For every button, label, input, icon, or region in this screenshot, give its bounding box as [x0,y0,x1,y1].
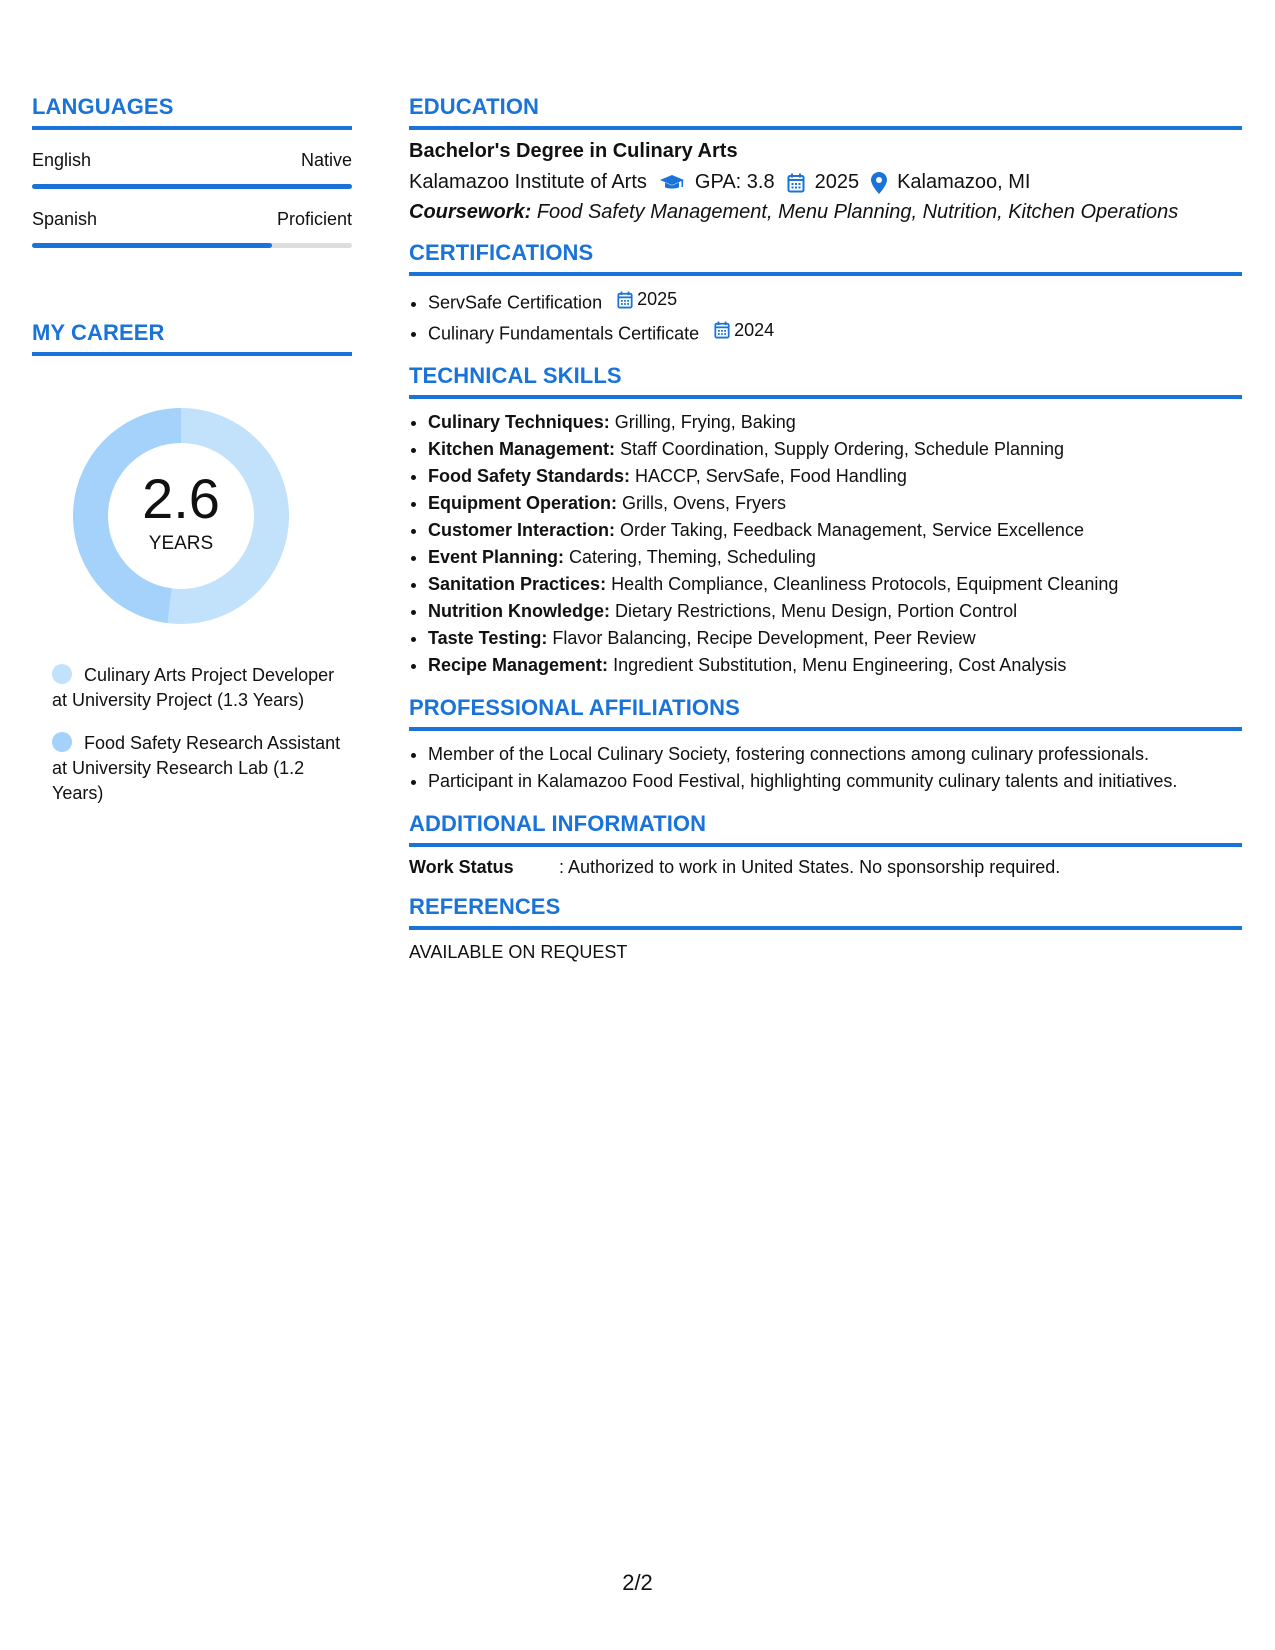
skill-value: Catering, Theming, Scheduling [569,547,816,567]
graduation-cap-icon [659,173,685,193]
skill-label: Customer Interaction: [428,520,616,540]
references-text: AVAILABLE ON REQUEST [409,942,628,962]
career-legend-label: Food Safety Research Assistant at University Research Lab (1.2 Years) [52,733,341,803]
skill-value: Ingredient Substitution, Menu Engineering, Cost Analysis [613,655,1067,675]
certification-item [428,317,1242,348]
language-item [32,209,352,248]
language-bar-fill [32,243,272,248]
coursework-value: Food Safety Management, Menu Planning, Nutrition, Kitchen Operations [536,201,1179,223]
work-status-row [409,857,1242,878]
certification-name: ServSafe Certification [428,292,603,313]
certifications-section [409,240,1242,347]
skill-item [428,463,1242,490]
certification-year: 2024 [734,319,775,340]
skill-item [428,598,1242,625]
language-name: Spanish [32,209,98,229]
skill-item [428,544,1242,571]
language-item [32,150,352,189]
location-pin-icon [871,172,887,194]
skill-item [428,571,1242,598]
calendar-icon [714,321,730,339]
education-location: Kalamazoo, MI [897,171,1031,193]
language-bar [32,243,352,248]
education-coursework [409,201,1242,224]
skill-item [428,436,1242,463]
skill-label: Recipe Management: [428,655,609,675]
career-legend-label: Culinary Arts Project Developer at University Project (1.3 Years) [52,665,335,710]
skill-value: Grills, Ovens, Fryers [622,493,787,513]
education-title: EDUCATION [409,94,1242,130]
education-degree: Bachelor's Degree in Culinary Arts [409,140,738,162]
certification-name: Culinary Fundamentals Certificate [428,323,700,343]
skill-value: Grilling, Frying, Baking [614,412,796,432]
skill-value: Order Taking, Feedback Management, Service Excellence [620,520,1084,540]
affiliation-item: • Participant in Kalamazoo Food Festival, highlighting community culinary talents and initiatives. [428,768,1242,795]
language-level: Proficient [276,209,352,229]
affiliation-item: • Member of the Local Culinary Society, fostering connections among culinary professionals. [428,741,1242,768]
certification-year: 2025 [637,289,678,309]
skill-label: Equipment Operation: [428,493,617,513]
additional-info-title: ADDITIONAL INFORMATION [409,811,1242,847]
technical-skills-title: TECHNICAL SKILLS [409,363,1242,399]
certifications-title: CERTIFICATIONS [409,240,1242,276]
skill-item [428,625,1242,652]
education-school: Kalamazoo Institute of Arts [409,171,647,193]
skill-item [428,652,1242,679]
skill-value: Staff Coordination, Supply Ordering, Schedule Planning [620,439,1064,459]
skill-value: HACCP, ServSafe, Food Handling [635,466,907,486]
career-legend-item [52,663,352,713]
education-gpa: GPA: 3.8 [694,171,775,193]
page-number: 2/2 [622,1570,653,1595]
technical-skills-section [409,363,1242,679]
skill-label: Event Planning: [428,547,565,567]
legend-dot [52,732,72,752]
language-bar-fill [32,184,352,189]
affiliations-title: PROFESSIONAL AFFILIATIONS [409,695,1242,731]
certification-item [428,286,1242,317]
education-section [409,94,1242,224]
calendar-icon [787,173,805,193]
career-legend-item [52,731,352,806]
skill-label: Nutrition Knowledge: [428,601,610,621]
career-title: MY CAREER [32,320,352,356]
skill-label: Food Safety Standards: [428,466,631,486]
work-status-value: : Authorized to work in United States. No sponsorship required. [559,857,1061,877]
work-status-label: Work Status [409,857,514,877]
skill-item [428,517,1242,544]
language-name: English [32,150,92,170]
references-title: REFERENCES [409,894,1242,930]
language-bar [32,184,352,189]
career-total-years: 2.6 [142,467,220,530]
skill-label: Taste Testing: [428,628,548,648]
right-column [409,94,1242,979]
career-donut-chart [66,401,296,631]
skill-label: Kitchen Management: [428,439,616,459]
references-section [409,894,1242,963]
education-year: 2025 [814,171,860,193]
language-level: Native [300,150,352,170]
skill-value: Dietary Restrictions, Menu Design, Portion Control [615,601,1018,621]
left-column [32,94,352,806]
skill-item [428,490,1242,517]
skill-value: Flavor Balancing, Recipe Development, Peer Review [552,628,976,648]
education-details [409,171,1242,194]
coursework-label: Coursework: [409,201,532,223]
skill-label: Sanitation Practices: [428,574,607,594]
affiliations-section [409,695,1242,795]
additional-info-section [409,811,1242,878]
career-years-unit: YEARS [148,533,214,554]
calendar-icon [617,291,633,309]
skill-value: Health Compliance, Cleanliness Protocols, Equipment Cleaning [611,574,1119,594]
legend-dot [52,664,72,684]
skill-item [428,409,1242,436]
skill-label: Culinary Techniques: [428,412,610,432]
languages-title: LANGUAGES [32,94,352,130]
